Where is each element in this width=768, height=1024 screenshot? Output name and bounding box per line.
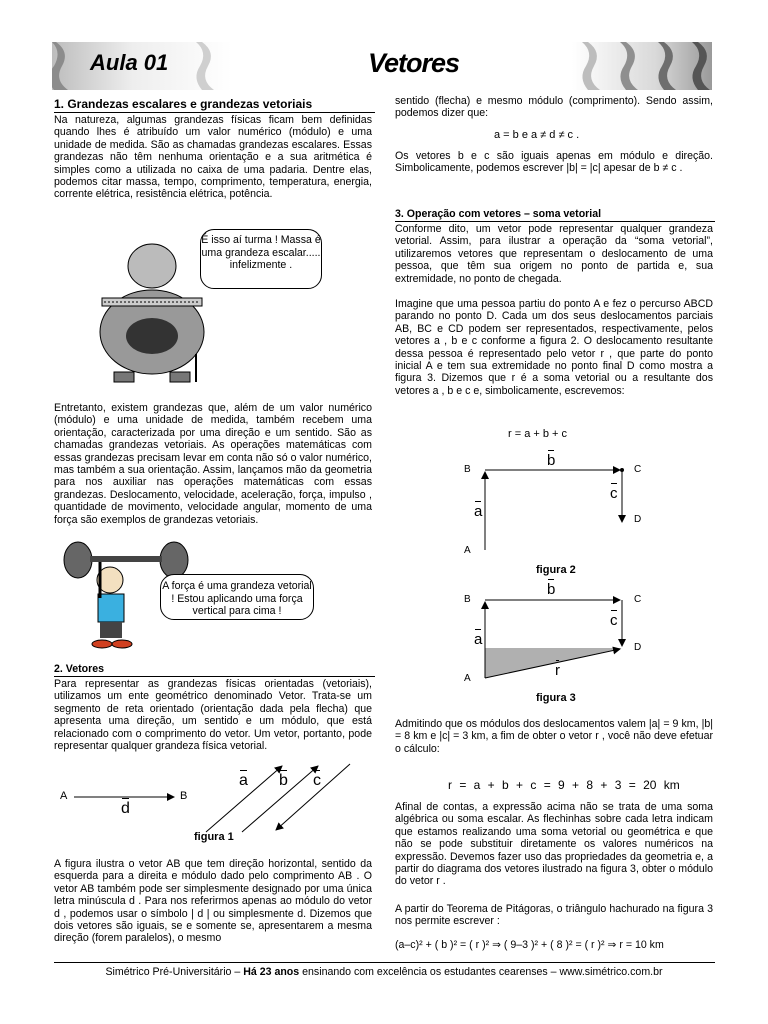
vector-a-label: a — [239, 772, 248, 789]
footer-left: Simétrico Pré-Universitário – — [105, 966, 241, 978]
divider — [54, 676, 375, 677]
fig3-label-c: c — [610, 612, 618, 629]
section1-paragraph-2: Entretanto, existem grandezas que, além de um valor numérico (módulo) e uma unidade de medida, também recebem uma orientação, caracterizada por uma direção e um sentido. São as chamadas grandezas vetoriais. As operações matemáticas com essas grandezas precisam levar em conta não só o valor numérico, mas também a sua orientação. Assim, lançamos mão da geometria para nos auxiliar nas operações matemáticas com essas grandezas. Deslocamento, velocidade, aceleração, força, impulso , quantidade de movimento, velocidade angular, momento de uma força são exemplos de grandezas vetoriais. — [54, 402, 372, 526]
fig3-point-b: B — [464, 594, 471, 605]
vector-c-label: c — [313, 772, 321, 789]
fig3-point-a: A — [464, 673, 471, 684]
fig2-point-a: A — [464, 545, 471, 556]
fig3-label-b: b — [547, 581, 556, 598]
lesson-label: Aula 01 — [90, 50, 169, 75]
point-a-label: A — [60, 790, 68, 802]
section3-paragraph-3: Admitindo que os módulos dos deslocamentos valem |a| = 9 km, |b| = 8 km e |c| = 3 km, a fim de obter o vetor r , você não deve efetuar o cálculo: — [395, 718, 713, 755]
section1-heading: 1. Grandezas escalares e grandezas vetoriais — [54, 97, 313, 111]
footer-divider — [54, 962, 715, 963]
header-swoosh-right-icon — [568, 38, 718, 94]
divider — [54, 112, 375, 113]
figure-2-caption: figura 2 — [536, 564, 576, 576]
speech-bubble-force: A força é uma grandeza vetorial ! Estou aplicando uma força vertical para cima ! — [160, 574, 314, 620]
equality-equation: a = b e a ≠ d ≠ c . — [494, 129, 580, 141]
section3-paragraph-2: Imagine que uma pessoa partiu do ponto A e fez o percurso ABCD parando no ponto D. Cada um dos seus deslocamentos parciais AB, BC e CD podem ser representados, respectivamente, pelos vetores a , b e c conforme a figura 2. O deslocamento resultante dessa pessoa é representado pelo vetor r , que parte do ponto inicial A e tem sua extremidade no ponto final D como mostra a figura 3. Dizemos que r é a soma vetorial ou a resultante dos vetores a , b e c e, simbolicamente, escrevemos: — [395, 298, 713, 397]
section2-heading: 2. Vetores — [54, 663, 105, 675]
section3-paragraph-5: A partir do Teorema de Pitágoras, o triângulo hachurado na figura 3 nos permite escrever : — [395, 903, 713, 928]
figure-3-caption: figura 3 — [536, 692, 576, 704]
pythagoras-equation: (a–c)² + ( b )² = ( r )² ⇒ ( 9–3 )² + ( 8 )² = ( r )² ⇒ r = 10 km — [395, 939, 664, 951]
figure-1-caption: figura 1 — [194, 831, 234, 843]
fig3-label-a: a — [474, 631, 483, 648]
section2-continuation: sentido (flecha) e mesmo módulo (comprimento). Sendo assim, podemos dizer que: — [395, 95, 713, 120]
section3-heading: 3. Operação com vetores – soma vetorial — [395, 208, 602, 220]
section1-paragraph-1: Na natureza, algumas grandezas físicas ficam bem definidas quando lhes é atribuído um valor numérico (módulo) e uma unidade de medida. São as chamadas grandezas escalares. Essas grandezas não têm nenhuma orientação e a sua aritmética é simples como a utilizada no caixa de uma padaria. Dentre elas, podemos citar massa, tempo, comprimento, temperatura, energia, corrente elétrica, resistência elétrica, potência. — [54, 114, 372, 201]
fig2-label-c: c — [610, 485, 618, 502]
section2-paragraph-1: Para representar as grandezas físicas orientadas (vetoriais), utilizamos um ente geométrico denominado Vetor. Trata-se um segmento de reta orientado (orientação dada pela flecha) que apresenta uma direção, um sentido e um módulo, que está relacionado com o comprimento do vetor. Um vetor, portanto, pode representar qualquer grandeza física vetorial. — [54, 678, 372, 753]
vector-b-label: b — [279, 772, 288, 789]
page-title: Vetores — [368, 48, 460, 78]
fig2-point-c: C — [634, 464, 642, 475]
fig3-point-c: C — [634, 594, 642, 605]
footer — [0, 966, 768, 978]
figure-1-vectors — [54, 760, 374, 838]
footer-bold: Há 23 anos — [243, 966, 300, 978]
fig3-label-r: r — [555, 662, 560, 679]
footer-right: ensinando com excelência os estudantes cearenses – www.simétrico.com.br — [302, 966, 663, 978]
point-b-label: B — [180, 790, 188, 802]
speech-bubble-mass: É isso aí turma ! Massa é uma grandeza escalar..... infelizmente . — [200, 229, 322, 289]
divider — [395, 221, 715, 222]
equality-paragraph: Os vetores b e c são iguais apenas em módulo e direção. Simbolicamente, podemos escrever |b| = |c| apesar de b ≠ c . — [395, 150, 713, 175]
section3-paragraph-1: Conforme dito, um vetor pode representar qualquer grandeza vetorial. Assim, para ilustrar a operação da “soma vetorial”, utilizaremos vetores que representam o deslocamento de uma pessoa, que têm sua origem no ponto de partida e, sua extremidade, no ponto de chegada. — [395, 223, 713, 285]
scale-character-illustration — [96, 236, 208, 384]
vector-d-label: d — [121, 800, 130, 817]
fig2-point-d: D — [634, 514, 642, 525]
fig2-label-a: a — [474, 503, 483, 520]
section3-paragraph-4: Afinal de contas, a expressão acima não se trata de uma soma algébrica ou soma escalar. As flechinhas sobre cada letra indicam que estamos realizando uma soma vetorial ou geométrica e que não se pode substituir diretamente os valores numéricos na expressão. Devemos fazer uso das propriedades da geometria e, a partir do diagrama dos vetores ilustrado na figura 3, obter o módulo do vetor r . — [395, 801, 713, 888]
scalar-sum-equation: r = a + b + c = 9 + 8 + 3 = 20 km — [448, 778, 680, 792]
fig2-point-b: B — [464, 464, 471, 475]
vector-sum-equation: r = a + b + c — [508, 428, 568, 440]
section2-paragraph-2: A figura ilustra o vetor AB que tem direção horizontal, sentido da esquerda para a direita e módulo dado pelo comprimento AB . O vetor AB também pode ser simplesmente designado por uma única letra minúscula d . Para nos referirmos apenas ao módulo do vetor d , podemos usar o símbolo | d | ou simplesmente d. Dizemos que dois vetores são iguais, se e somente se, apresentarem a mesma direção (forem paralelos), o mesmo — [54, 858, 372, 945]
fig2-label-b: b — [547, 452, 556, 469]
fig3-point-d: D — [634, 642, 642, 653]
